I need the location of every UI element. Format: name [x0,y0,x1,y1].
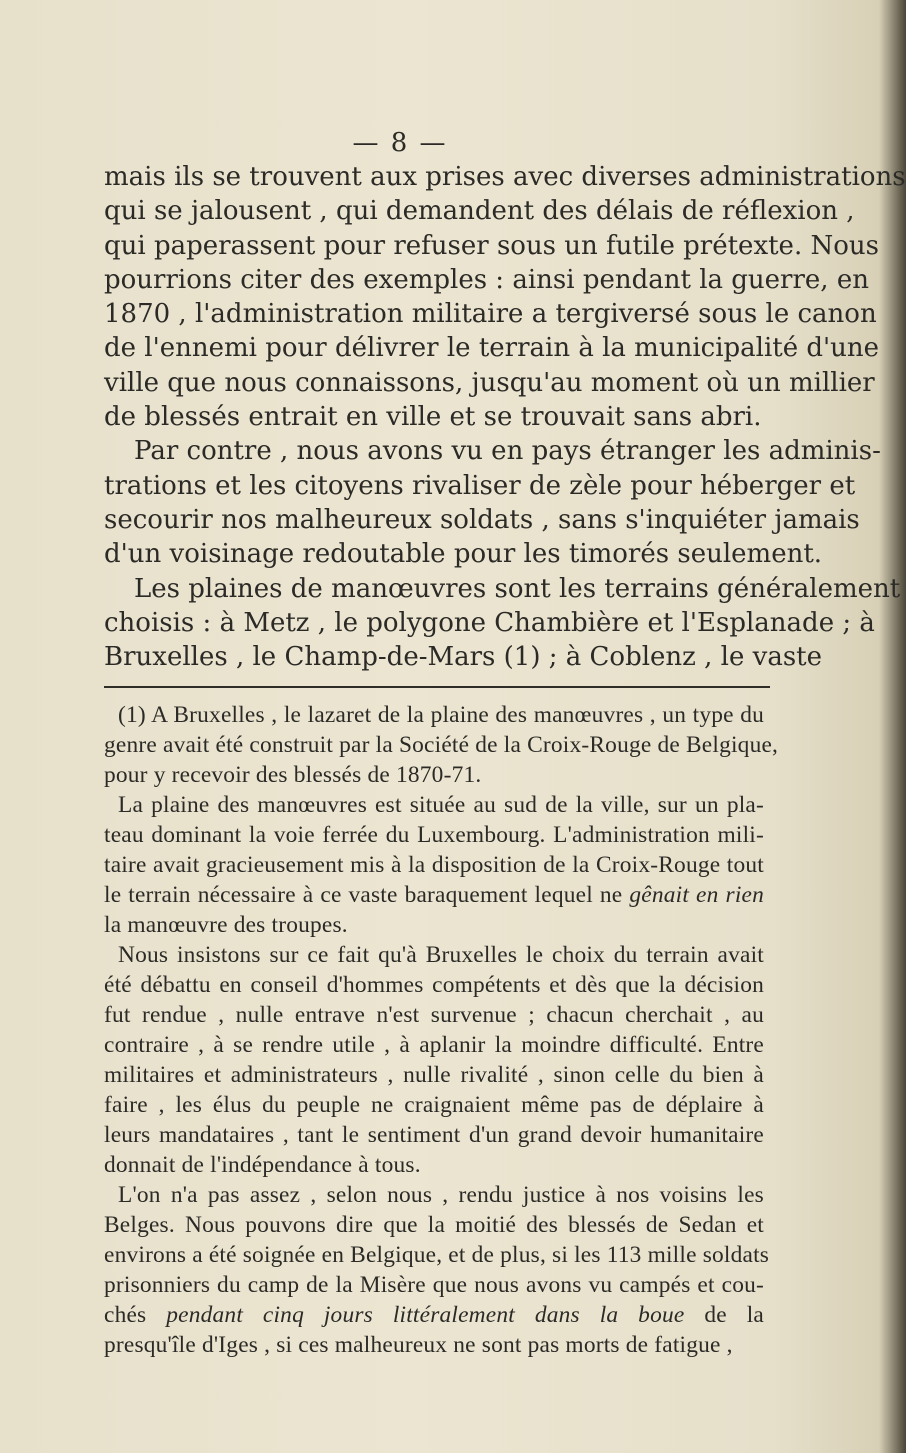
text-line: mais ils se trouvent aux prises avec diverses administrations [104,162,906,192]
footnote-line: (1) A Bruxelles , le lazaret de la plaine des manœuvres , un type du [118,702,764,728]
footnote-segment: chés [104,1302,147,1328]
footnote-line: genre avait été construit par la Société de la Croix-Rouge de Belgique, [104,732,779,758]
footnote-line: contraire , à se rendre utile , à aplanir la moindre difficulté. Entre [104,1032,764,1058]
footnote-line: Nous insistons sur ce fait qu'à Bruxelles le choix du terrain avait [118,942,764,968]
main-text [104,160,906,674]
footnote-line: environs a été soignée en Belgique, et de plus, si les 113 mille soldats [104,1242,770,1268]
footnote-line: prisonniers du camp de la Misère que nous avons vu campés et cou- [104,1272,764,1298]
italic-phrase: gênait en rien [629,882,764,908]
text-line: de blessés entrait en ville et se trouvait sans abri. [104,402,762,433]
text-line: qui paperassent pour refuser sous un futile prétexte. Nous [104,230,879,261]
footnote-line: militaires et administrateurs , nulle rivalité , sinon celle du bien à [104,1062,764,1088]
text-line: pourrions citer des exemples : ainsi pendant la guerre, en [104,264,869,295]
footnote-rule [104,686,770,688]
text-line: 1870 , l'administration militaire a tergiversé sous le canon [104,299,877,330]
text-line: Bruxelles , le Champ-de-Mars (1) ; à Coblenz , le vaste [104,642,822,673]
text-line: qui se jalousent , qui demandent des délais de réflexion , [104,196,855,227]
footnote-line: pour y recevoir des blessés de 1870-71. [104,762,482,788]
footnote [104,700,779,1360]
footnote-line: presqu'île d'Iges , si ces malheureux ne sont pas morts de fatigue , [104,1332,733,1358]
italic-phrase: pendant cinq jours littéralement dans la boue [166,1302,685,1328]
footnote-line: taire avait gracieusement mis à la disposition de la Croix-Rouge tout [104,852,764,878]
footnote-segment: le terrain nécessaire à ce vaste baraquement lequel ne [104,882,623,908]
footnote-line [104,880,764,910]
footnote-line: L'on n'a pas assez , selon nous , rendu justice à nos voisins les [118,1182,764,1208]
footnote-segment: de la [704,1302,764,1328]
footnote-line: la manœuvre des troupes. [104,912,348,938]
footnote-line: donnait de l'indépendance à tous. [104,1152,421,1178]
text-line: Par contre , nous avons vu en pays étranger les adminis- [134,436,881,467]
page-number: — 8 — [352,128,448,158]
footnote-line: faire , les élus du peuple ne craignaient même pas de déplaire à [104,1092,764,1118]
footnote-line [104,1300,764,1330]
footnote-line: teau dominant la voie ferrée du Luxembourg. L'administration mili- [104,822,764,848]
footnote-line: été débattu en conseil d'hommes compétents et dès que la décision [104,972,764,998]
footnote-line: Belges. Nous pouvons dire que la moitié des blessés de Sedan et [104,1212,764,1238]
text-line: secourir nos malheureux soldats , sans s'inquiéter jamais [104,504,860,535]
text-line: d'un voisinage redoutable pour les timorés seulement. [104,539,823,570]
footnote-line: La plaine des manœuvres est située au sud de la ville, sur un pla- [118,792,764,818]
text-line: de l'ennemi pour délivrer le terrain à la municipalité d'une [104,333,880,364]
footnote-line: leurs mandataires , tant le sentiment d'un grand devoir humanitaire [104,1122,764,1148]
text-line: trations et les citoyens rivaliser de zèle pour héberger et [104,470,856,501]
text-line: Les plaines de manœuvres sont les terrains généralement [134,573,901,604]
text-line: ville que nous connaissons, jusqu'au moment où un millier [104,367,875,398]
footnote-line: fut rendue , nulle entrave n'est survenue ; chacun cherchait , au [104,1002,764,1028]
text-line: choisis : à Metz , le polygone Chambière et l'Esplanade ; à [104,607,875,638]
